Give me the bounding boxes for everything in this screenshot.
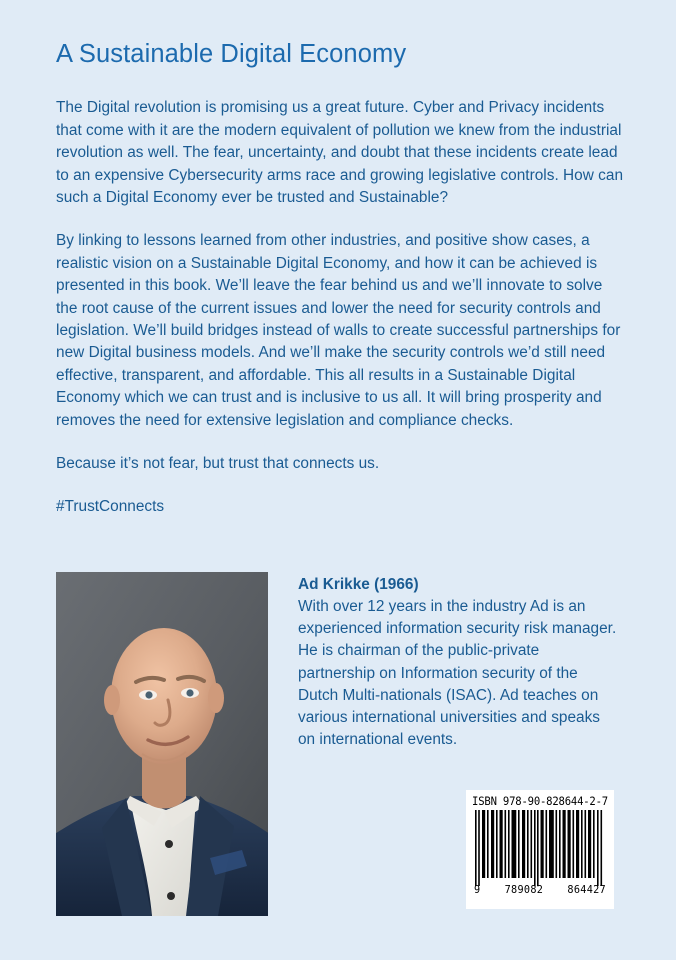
hashtag: #TrustConnects	[56, 498, 165, 516]
page-title: A Sustainable Digital Economy	[56, 40, 407, 68]
barcode-bars	[474, 810, 606, 886]
cover-text-content	[56, 40, 624, 519]
blurb-paragraph-1: The Digital revolution is promising us a great future. Cyber and Privacy incidents that come with it are the modern equivalent of pollution we knew from the industrial revolution as well. The fear, uncertainty, and doubt that these incidents create lead to an expensive Cybersecurity arms race and growing legislative controls. How can such a Digital Economy ever be trusted and Sustainable?	[56, 99, 624, 206]
isbn-barcode	[466, 790, 614, 909]
blurb-paragraph-2: By linking to lessons learned from other industries, and positive show cases, a realistic vision on a Sustainable Digital Economy, and how it can be achieved is presented in this book. We’ll leave the fear behind us and we’ll innovate to solve the root cause of the current issues and lower the need for security controls and legislation. We’ll build bridges instead of walls to create successful partnerships for new Digital business models. And we’ll make the security controls we’d still need effective, transparent, and affordable. This all results in a Sustainable Digital Economy which we can trust and is inclusive to us all. It will bring prosperity and removes the need for extensive legislation and compliance checks.	[56, 232, 621, 429]
author-bio-block	[298, 572, 618, 751]
barcode-digits	[474, 885, 606, 896]
author-photo	[56, 572, 268, 916]
barcode-digit-group-2: 864427	[567, 885, 606, 896]
barcode-digit-group-1: 789082	[504, 885, 544, 896]
author-bio: With over 12 years in the industry Ad is an experienced information security risk manager. He is chairman of the public-private partnership on Information security of the Dutch Multi-nationals (ISAC). Ad teaches on various international universities and speaks on international events.	[298, 598, 617, 749]
barcode-digit-left: 9	[474, 885, 481, 896]
tagline: Because it’s not fear, but trust that connects us.	[56, 455, 380, 472]
author-name: Ad Krikke (1966)	[298, 576, 419, 593]
isbn-label: ISBN 978-90-828644-2-7	[472, 795, 608, 809]
